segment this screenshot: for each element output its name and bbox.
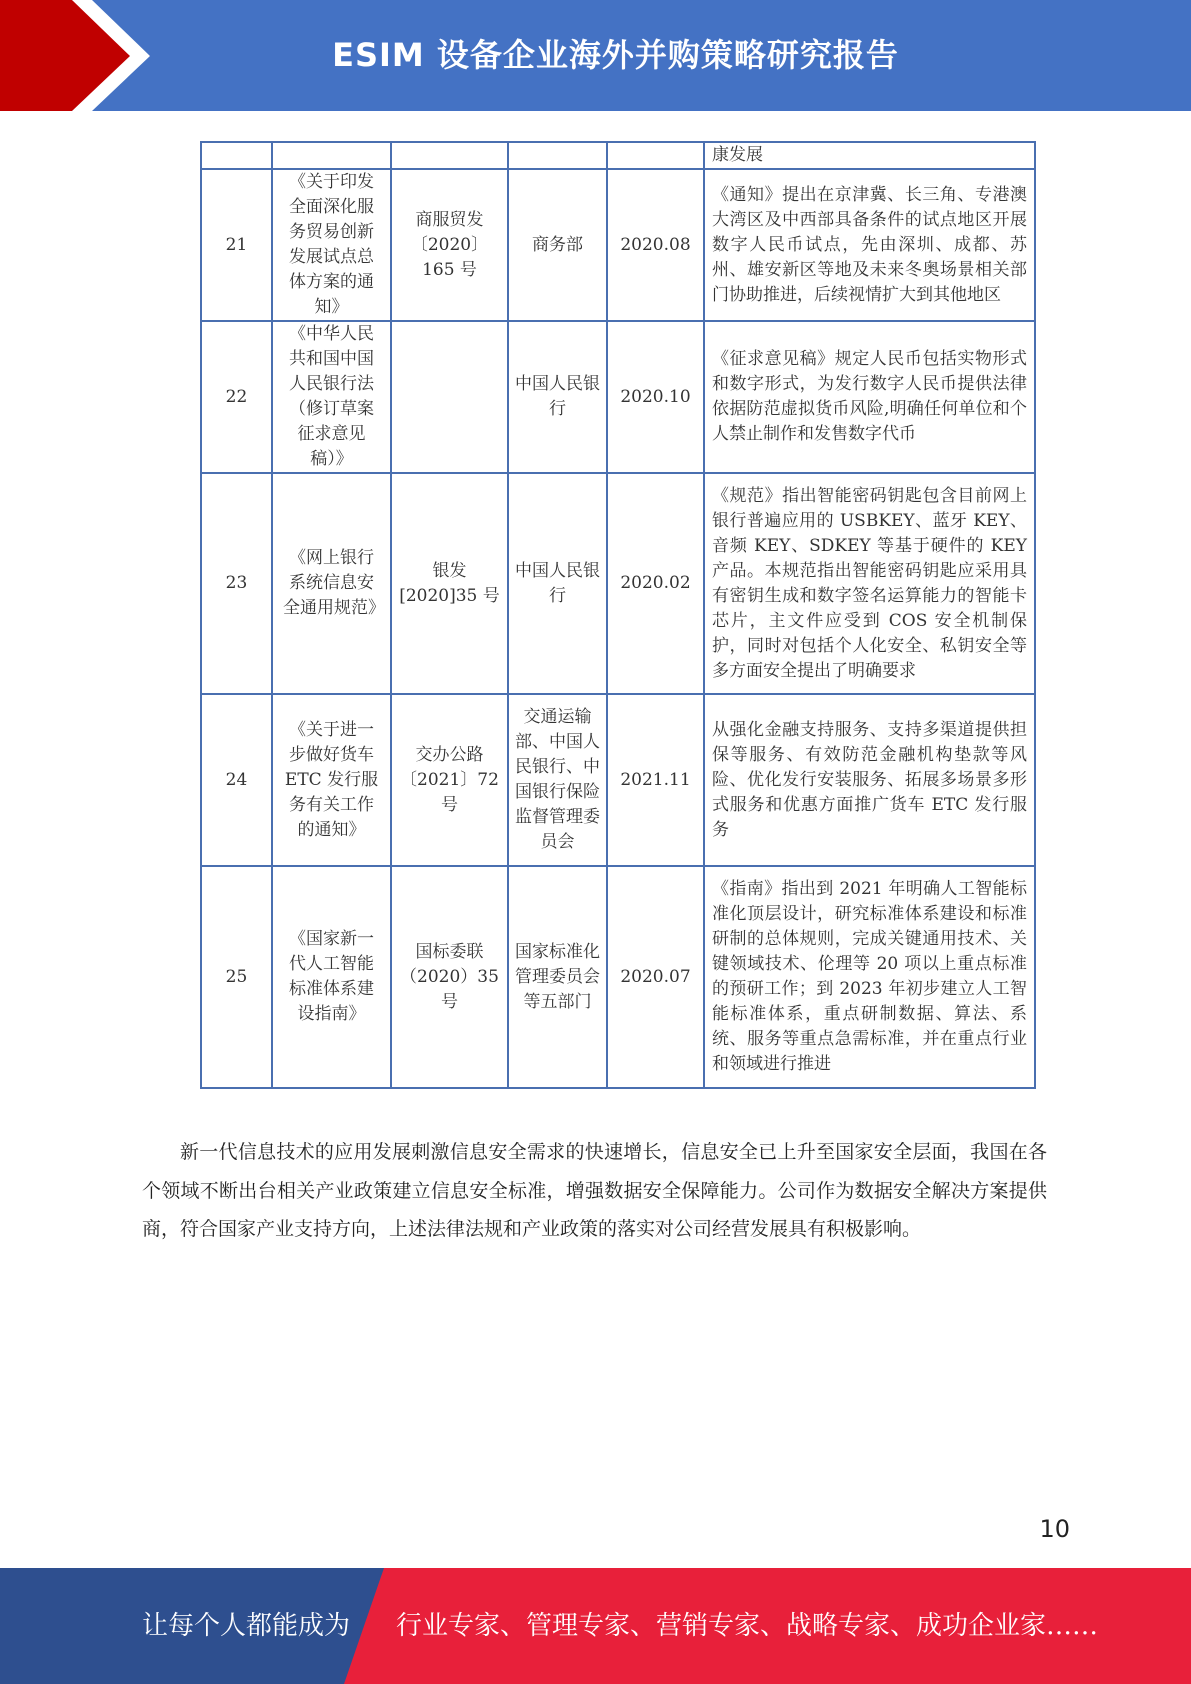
issuing-authority: 中国人民银行 — [508, 473, 607, 694]
policy-summary: 《征求意见稿》规定人民币包括实物形式和数字形式，为发行数字人民币提供法律依据防范虚拟货币风险,明确任何单位和个人禁止制作和发售数字代币 — [704, 321, 1035, 473]
table-row-continuation — [201, 142, 1035, 169]
policy-summary: 《指南》指出到 2021 年明确人工智能标准化顶层设计，研究标准体系建设和标准研制的总体规则，完成关键通用技术、关键领域技术、伦理等 20 项以上重点标准的预研工作；到 2023 年初步建立人工智能标准体系，重点研制数据、算法、系统、服务等重点急需标准，并在重点行业和领域进行推进 — [704, 866, 1035, 1088]
document-number: 国标委联（2020）35 号 — [391, 866, 508, 1088]
issue-date: 2020.08 — [607, 169, 704, 321]
document-number: 交办公路〔2021〕72 号 — [391, 694, 508, 866]
policy-title: 《国家新一代人工智能标准体系建设指南》 — [272, 866, 391, 1088]
table-cell — [607, 142, 704, 169]
row-number: 25 — [201, 866, 272, 1088]
policy-table — [200, 141, 1036, 1089]
table-row — [201, 321, 1035, 473]
table-cell — [201, 142, 272, 169]
issuing-authority: 国家标准化管理委员会等五部门 — [508, 866, 607, 1088]
issuing-authority: 中国人民银行 — [508, 321, 607, 473]
page-footer — [0, 1568, 1191, 1684]
issue-date: 2020.07 — [607, 866, 704, 1088]
policy-title: 《中华人民共和国中国人民银行法（修订草案征求意见稿）》 — [272, 321, 391, 473]
body-paragraph: 新一代信息技术的应用发展刺激信息安全需求的快速增长，信息安全已上升至国家安全层面，我国在各个领域不断出台相关产业政策建立信息安全标准，增强数据安全保障能力。公司作为数据安全解决方案提供商，符合国家产业支持方向，上述法律法规和产业政策的落实对公司经营发展具有积极影响。 — [142, 1141, 1047, 1240]
issue-date: 2020.10 — [607, 321, 704, 473]
policy-summary: 从强化金融支持服务、支持多渠道提供担保等服务、有效防范金融机构垫款等风险、优化发行安装服务、拓展多场景多形式服务和优惠方面推广货车 ETC 发行服务 — [704, 694, 1035, 866]
policy-title: 《关于印发全面深化服务贸易创新发展试点总体方案的通知》 — [272, 169, 391, 321]
policy-title: 《网上银行系统信息安全通用规范》 — [272, 473, 391, 694]
footer-slogan-left: 让每个人都能成为 — [142, 1611, 351, 1641]
table-row — [201, 169, 1035, 321]
page-number: 10 — [1039, 1515, 1070, 1543]
document-number: 银发[2020]35 号 — [391, 473, 508, 694]
document-number: 商服贸发〔2020〕165 号 — [391, 169, 508, 321]
table-cell — [508, 142, 607, 169]
row-number: 24 — [201, 694, 272, 866]
table-cell — [272, 142, 391, 169]
document-title: ESIM 设备企业海外并购策略研究报告 — [332, 36, 899, 74]
table-cell — [391, 142, 508, 169]
table-row — [201, 694, 1035, 866]
issuing-authority: 交通运输部、中国人民银行、中国银行保险监督管理委员会 — [508, 694, 607, 866]
row-number: 21 — [201, 169, 272, 321]
policy-summary: 《通知》提出在京津冀、长三角、专港澳大湾区及中西部具备条件的试点地区开展数字人民币试点，先由深圳、成都、苏州、雄安新区等地及未来冬奥场景相关部门协助推进，后续视情扩大到其他地区 — [704, 169, 1035, 321]
table-row — [201, 473, 1035, 694]
footer-slogan-right: 行业专家、管理专家、营销专家、战略专家、成功企业家…… — [396, 1611, 1099, 1641]
page-header — [0, 0, 1191, 111]
issuing-authority: 商务部 — [508, 169, 607, 321]
row-number: 22 — [201, 321, 272, 473]
policy-title: 《关于进一步做好货车 ETC 发行服务有关工作的通知》 — [272, 694, 391, 866]
row-number: 23 — [201, 473, 272, 694]
document-number — [391, 321, 508, 473]
policy-summary: 《规范》指出智能密码钥匙包含目前网上银行普遍应用的 USBKEY、蓝牙 KEY、音频 KEY、SDKEY 等基于硬件的 KEY 产品。本规范指出智能密码钥匙应采用具有密钥生成和数字签名运算能力的智能卡芯片，主文件应受到 COS 安全机制保护，同时对包括个人化安全、私钥安全等多方面安全提出了明确要求 — [704, 473, 1035, 694]
summary-cell: 康发展 — [704, 142, 1035, 169]
issue-date: 2020.02 — [607, 473, 704, 694]
issue-date: 2021.11 — [607, 694, 704, 866]
table-row — [201, 866, 1035, 1088]
